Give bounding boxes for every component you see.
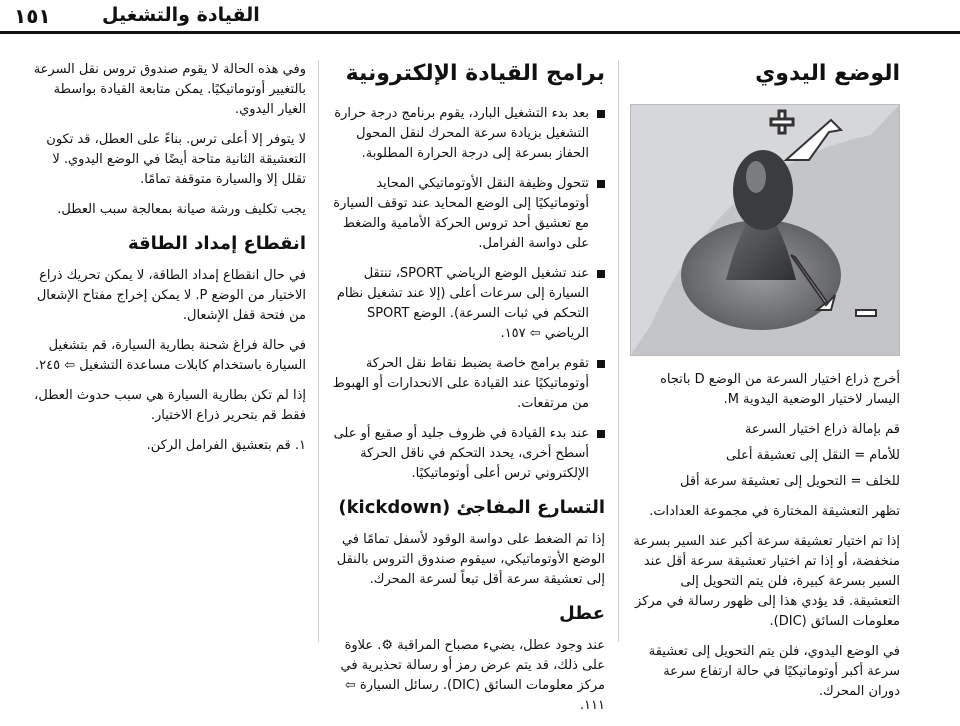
list-item: تقوم برامج خاصة بضبط نقاط نقل الحركة أوتوماتيكيًا عند القيادة على الانحدارات أو الهبوط من مرتفعات.	[330, 354, 605, 414]
heading-power-interruption: انقطاع إمداد الطاقة	[127, 233, 306, 254]
paragraph: عند وجود عطل، يضيء مصباح المراقبة ⚙. علاوة على ذلك، قد يتم عرض رمز أو رسالة تحذيرية في مركز معلومات السائق (DIC). رسائل السيارة ⇦ ١١١.	[340, 638, 605, 713]
paragraph: قم بإمالة ذراع اختيار السرعة	[744, 422, 900, 437]
paragraph: في حال انقطاع إمداد الطاقة، لا يمكن تحريك ذراع الاختيار من الوضع P. لا يمكن إخراج مفتاح الإشعال من فتحة قفل الإشعال.	[36, 268, 306, 323]
heading-electronic-programs: برامج القيادة الإلكترونية	[345, 61, 605, 86]
gear-lever-image	[631, 105, 899, 355]
list-item: تتحول وظيفة النقل الأوتوماتيكي المحايد أوتوماتيكيًا إلى الوضع المحايد عند توقف السيارة مع تعشيق أحد تروس الحركة الأمامية والضغط على دواسة الفرامل.	[330, 174, 605, 254]
gear-selector-illustration	[630, 104, 900, 356]
list-item: بعد بدء التشغيل البارد، يقوم برنامج درجة حرارة التشغيل بزيادة سرعة المحرك لنقل المحول الحفاز بسرعة إلى درجة الحرارة المطلوبة.	[330, 104, 605, 164]
paragraph: يجب تكليف ورشة صيانة بمعالجة سبب العطل.	[57, 202, 306, 217]
paragraph: إذا تم اختيار تعشيقة سرعة أكبر عند السير بسرعة منخفضة، أو إذا تم اختيار تعشيقة سرعة أقل عند السير بسرعة كبيرة، فلن يتم التحويل إلى التعشيقة. قد يؤدي هذا إلى ظهور رسالة في مركز معلومات السائق (DIC).	[633, 534, 900, 629]
list-item: عند بدء القيادة في ظروف جليد أو صقيع أو على أسطح أخرى، يحدد التحكم في ناقل الحركة الإلكتروني ترس أعلى أوتوماتيكيًا.	[330, 424, 605, 484]
paragraph: تظهر التعشيقة المختارة في مجموعة العدادات.	[649, 504, 900, 519]
page-number: ١٥١	[14, 4, 51, 28]
bullet-list	[330, 104, 605, 484]
paragraph: أخرج ذراع اختيار السرعة من الوضع D باتجاه اليسار لاختيار الوضعية اليدوية M.	[660, 372, 900, 407]
section-title: القيادة والتشغيل	[102, 4, 260, 26]
paragraph: وفي هذه الحالة لا يقوم صندوق تروس نقل السرعة بالتغيير أوتوماتيكيًا. يمكن متابعة القيادة بواسطة الغيار اليدوي.	[33, 62, 306, 117]
paragraph: لا يتوفر إلا أعلى ترس. بناءً على العطل، قد تكون التعشيقة الثانية متاحة أيضًا في الوضع اليدوي. لا تقلل إلا والسيارة متوقفة تمامًا.	[46, 132, 306, 187]
shift-up-instruction: للأمام = النقل إلى تعشيقة أعلى	[725, 448, 900, 463]
column-fault-continued	[26, 60, 306, 466]
heading-fault: عطل	[559, 603, 605, 624]
column-electronic-programs	[330, 60, 605, 726]
paragraph: إذا لم تكن بطارية السيارة هي سبب حدوث العطل، فقط قم بتحرير ذراع الاختيار.	[34, 388, 306, 423]
column-manual-mode	[630, 60, 900, 712]
heading-kickdown: التسارع المفاجئ (kickdown)	[338, 497, 605, 518]
list-item: عند تشغيل الوضع الرياضي SPORT، تنتقل السيارة إلى سرعات أعلى (إلا عند تشغيل نظام التحكم في ثبات السرعة). الوضع SPORT الرياضي ⇦ ١٥٧.	[330, 264, 605, 344]
paragraph: في الوضع اليدوي، فلن يتم التحويل إلى تعشيقة سرعة أكبر أوتوماتيكيًا في حالة ارتفاع سرعة دوران المحرك.	[648, 644, 900, 699]
heading-manual-mode: الوضع اليدوي	[755, 61, 900, 86]
column-divider	[318, 60, 319, 642]
numbered-step: ١. قم بتعشيق الفرامل الركن.	[146, 438, 306, 453]
page-header	[0, 0, 960, 34]
column-divider	[618, 60, 619, 642]
paragraph: إذا تم الضغط على دواسة الوقود لأسفل تمامًا في الوضع الأوتوماتيكي، سيقوم صندوق التروس بالنقل إلى تعشيقة سرعة أقل تبعاً لسرعة المحرك.	[336, 532, 605, 587]
shift-down-instruction: للخلف = التحويل إلى تعشيقة سرعة أقل	[680, 474, 900, 489]
paragraph: في حالة فراغ شحنة بطارية السيارة، قم بتشغيل السيارة باستخدام كابلات مساعدة التشغيل ⇦ ٢٤٥.	[34, 338, 306, 373]
